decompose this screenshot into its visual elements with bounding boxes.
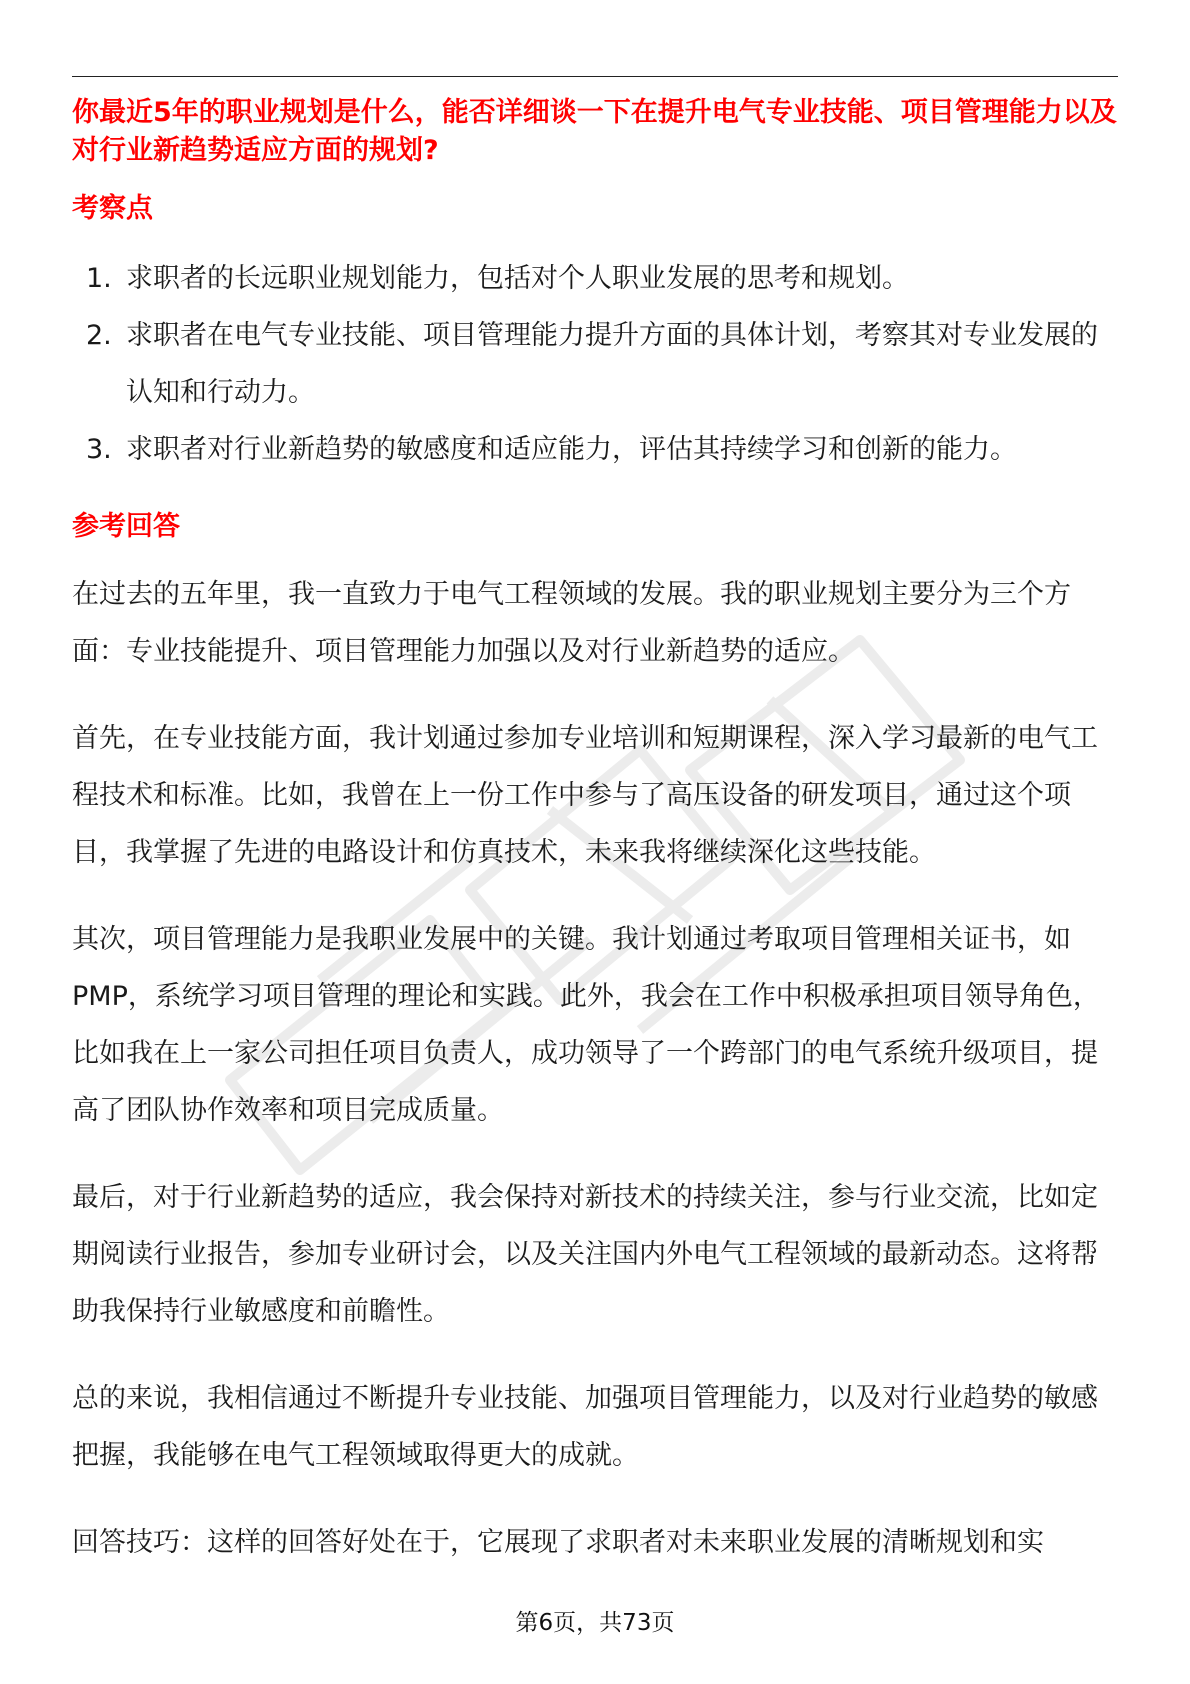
document-body bbox=[72, 94, 1118, 1571]
answer-tip-paragraph: 回答技巧：这样的回答好处在于，它展现了求职者对未来职业发展的清晰规划和实 bbox=[72, 1527, 1044, 1558]
list-item bbox=[72, 250, 1118, 307]
answer-paragraph: 最后，对于行业新趋势的适应，我会保持对新技术的持续关注，参与行业交流，比如定期阅读行业报告，参加专业研讨会，以及关注国内外电气工程领域的最新动态。这将帮助我保持行业敏感度和前瞻性。 bbox=[72, 1182, 1098, 1327]
list-item-text: 求职者在电气专业技能、项目管理能力提升方面的具体计划，考察其对专业发展的认知和行动力。 bbox=[126, 320, 1098, 408]
answer-block bbox=[72, 566, 1118, 1571]
list-item-text: 求职者的长远职业规划能力，包括对个人职业发展的思考和规划。 bbox=[126, 263, 909, 294]
answer-paragraph: 首先，在专业技能方面，我计划通过参加专业培训和短期课程，深入学习最新的电气工程技术和标准。比如，我曾在上一份工作中参与了高压设备的研发项目，通过这个项目，我掌握了先进的电路设计和仿真技术，未来我将继续深化这些技能。 bbox=[72, 723, 1098, 868]
list-item bbox=[72, 421, 1118, 478]
page-number-footer: 第6页，共73页 bbox=[515, 1610, 675, 1636]
answer-paragraph: 其次，项目管理能力是我职业发展中的关键。我计划通过考取项目管理相关证书，如PMP，系统学习项目管理的理论和实践。此外，我会在工作中积极承担项目领导角色，比如我在上一家公司担任项目负责人，成功领导了一个跨部门的电气系统升级项目，提高了团队协作效率和项目完成质量。 bbox=[72, 924, 1100, 1126]
list-item bbox=[72, 307, 1118, 421]
points-section-title: 考察点 bbox=[72, 193, 153, 224]
points-list bbox=[72, 250, 1118, 478]
answer-paragraph: 在过去的五年里，我一直致力于电气工程领域的发展。我的职业规划主要分为三个方面：专业技能提升、项目管理能力加强以及对行业新趋势的适应。 bbox=[72, 579, 1071, 667]
list-item-text: 求职者对行业新趋势的敏感度和适应能力，评估其持续学习和创新的能力。 bbox=[126, 434, 1017, 465]
answer-section-title: 参考回答 bbox=[72, 511, 180, 542]
list-item-number: 1. bbox=[86, 263, 112, 294]
list-item-number: 2. bbox=[86, 320, 112, 351]
top-divider bbox=[72, 76, 1118, 77]
list-item-number: 3. bbox=[86, 434, 112, 465]
question-heading: 你最近5年的职业规划是什么，能否详细谈一下在提升电气专业技能、项目管理能力以及对行业新趋势适应方面的规划? bbox=[72, 97, 1117, 166]
answer-paragraph: 总的来说，我相信通过不断提升专业技能、加强项目管理能力，以及对行业趋势的敏感把握，我能够在电气工程领域取得更大的成就。 bbox=[72, 1383, 1098, 1471]
